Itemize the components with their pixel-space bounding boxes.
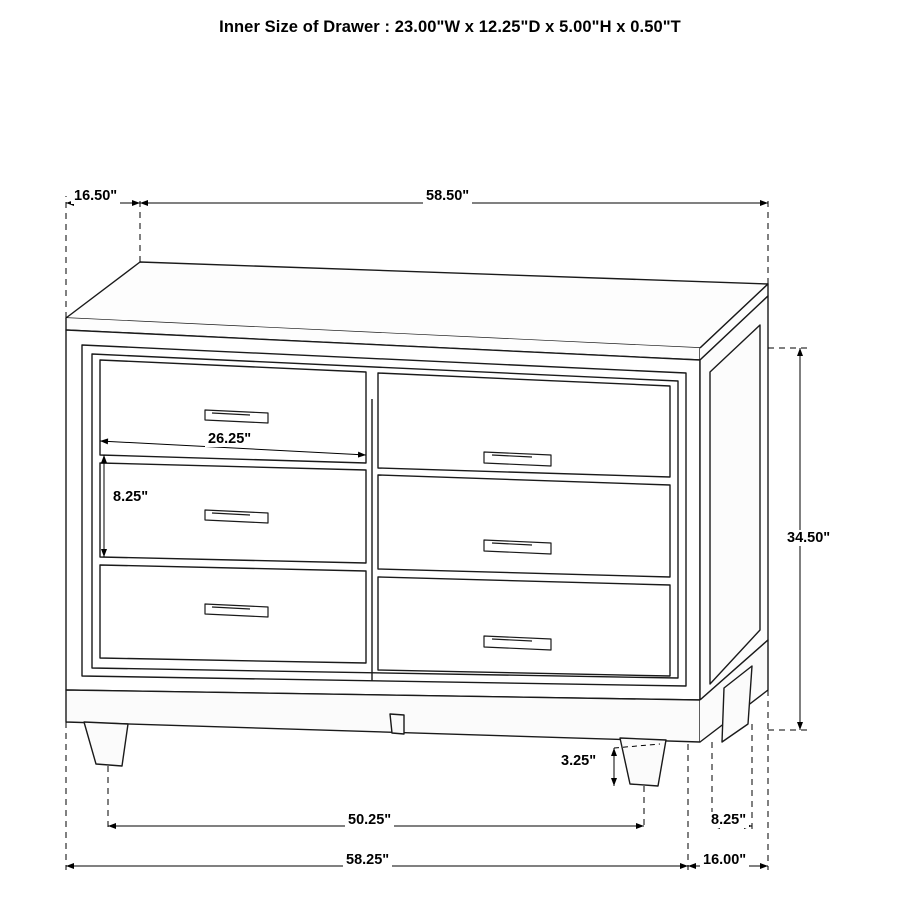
dim-label-height-right: 34.50": [784, 530, 833, 546]
dim-label-leg-depth: 8.25": [708, 812, 749, 828]
dim-label-width-top: 58.50": [423, 188, 472, 204]
dresser-body: [66, 262, 768, 786]
dim-label-drawer-height-inner: 8.25": [110, 489, 151, 505]
dim-label-base-width-inner: 50.25": [345, 812, 394, 828]
dim-label-base-clearance: 3.25": [558, 753, 599, 769]
dim-label-drawer-width-inner: 26.25": [205, 431, 254, 447]
dim-label-base-depth: 16.00": [700, 852, 749, 868]
dim-label-base-width-outer: 58.25": [343, 852, 392, 868]
dim-label-depth-top: 16.50": [71, 188, 120, 204]
page-title: Inner Size of Drawer : 23.00"W x 12.25"D x 5.00"H x 0.50"T: [219, 18, 681, 36]
